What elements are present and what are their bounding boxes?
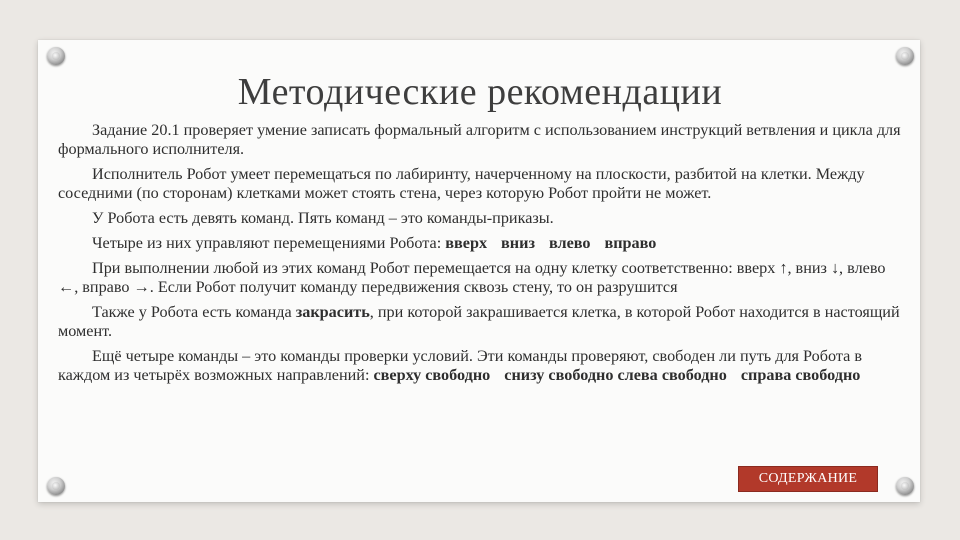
pushpin-icon: [47, 477, 65, 495]
command-left: влево: [548, 234, 591, 252]
paragraph-task: Задание 20.1 проверяет умение записать формальный алгоритм с использованием инструкций ветвления и цикла для формального исполнителя.: [58, 121, 901, 158]
paragraph-commands: У Робота есть девять команд. Пять команд – это команды-приказы.: [92, 209, 554, 227]
conditions-intro: Ещё четыре команды – это команды проверки условий. Эти команды проверяют, свободен ли путь для Робота в каждом из четырёх возможных направлений:: [58, 347, 862, 384]
paragraph-paint: [58, 303, 908, 341]
movement-intro: Четыре из них управляют перемещениями Робота:: [92, 234, 442, 252]
command-right: вправо: [604, 234, 657, 252]
paint-before: Также у Робота есть команда: [92, 303, 296, 321]
pushpin-icon: [896, 477, 914, 495]
paint-after: , при которой закрашивается клетка, в которой Робот находится в настоящий момент.: [58, 303, 900, 340]
paragraph-conditions: [58, 347, 908, 385]
paragraph-robot: Исполнитель Робот умеет перемещаться по лабиринту, начерченному на плоскости, разбитой на клетки. Между соседними (по сторонам) клетками может стоять стена, через которую Робот пройти не может.: [58, 165, 865, 202]
slide-title: Методические рекомендации: [237, 71, 723, 113]
paragraph-movement: [58, 234, 908, 253]
slide-body: [58, 121, 908, 391]
condition-left: слева свободно: [617, 366, 727, 384]
condition-right: справа свободно: [740, 366, 861, 384]
condition-top: сверху свободно: [373, 366, 491, 384]
pushpin-icon: [896, 47, 914, 65]
paragraph-execution: При выполнении любой из этих команд Робот перемещается на одну клетку соответственно: вверх ↑, вниз ↓, влево ←, вправо →. Если Робот получит команду передвижения сквозь стену, то он разрушится: [58, 259, 886, 296]
command-down: вниз: [501, 234, 535, 252]
pushpin-icon: [47, 47, 65, 65]
condition-bottom: снизу свободно: [504, 366, 614, 384]
command-paint: закрасить: [295, 303, 370, 321]
contents-button[interactable]: СОДЕРЖАНИЕ: [738, 466, 878, 492]
command-up: вверх: [445, 234, 488, 252]
